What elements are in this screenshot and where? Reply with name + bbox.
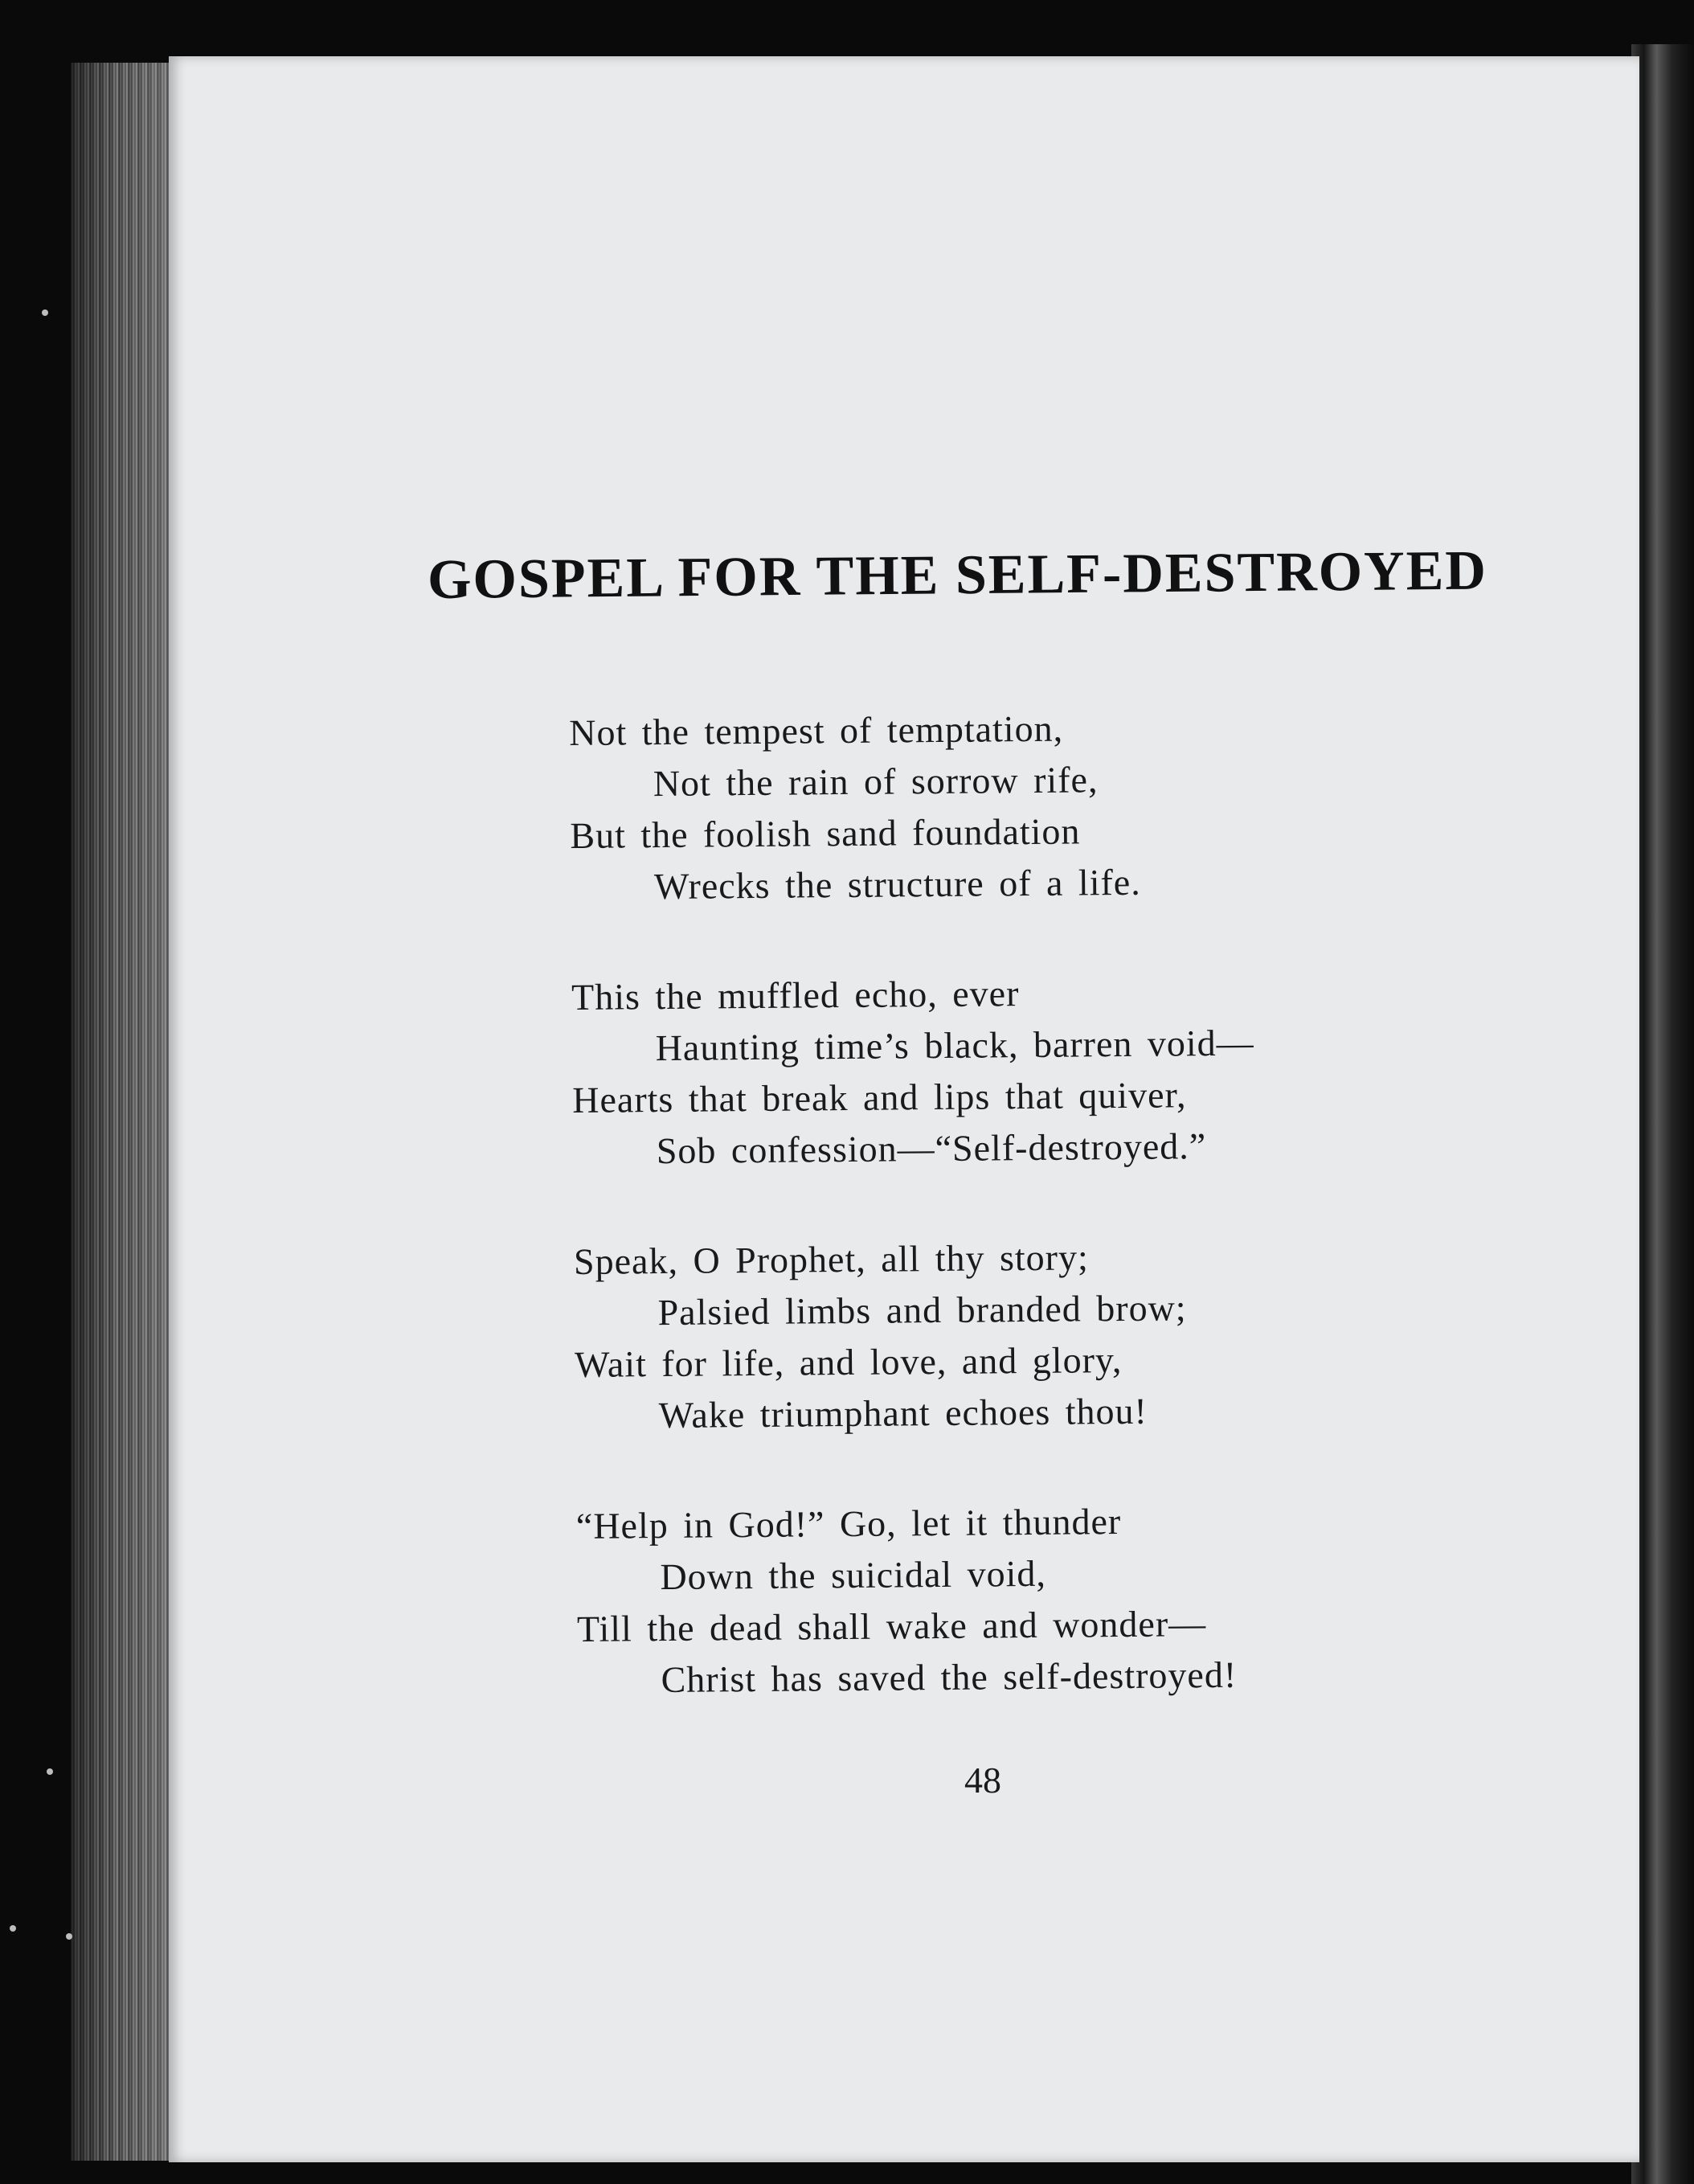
scan-speck — [47, 1768, 53, 1775]
poem-line: “Help in God!” Go, let it thunder — [575, 1501, 1122, 1547]
poem-line: Speak, O Prophet, all thy story; — [573, 1236, 1089, 1282]
poem-line: Sob confession—“Self-destroyed.” — [656, 1125, 1207, 1172]
scan-speck — [10, 1925, 16, 1932]
page-right-edge — [1631, 44, 1694, 2184]
book-gutter-edge — [71, 63, 183, 2161]
poem-line: Not the rain of sorrow rife, — [653, 759, 1099, 805]
scan-speck — [42, 309, 48, 316]
poem-title: GOSPEL FOR THE SELF-DESTROYED — [427, 539, 1488, 611]
stanza — [576, 1493, 1462, 1707]
poem-line: Palsied limbs and branded brow; — [657, 1287, 1187, 1334]
page-number: 48 — [964, 1760, 1001, 1801]
scan-speck — [66, 1933, 72, 1940]
poem-line: Wrecks the structure of a life. — [653, 861, 1141, 908]
poem-line: Not the tempest of temptation, — [569, 707, 1064, 753]
stanza — [571, 964, 1457, 1178]
poem-line: Christ has saved the self-destroyed! — [661, 1653, 1238, 1701]
poem-line: Haunting time’s black, barren void— — [655, 1022, 1254, 1069]
poem-body — [569, 699, 1462, 1765]
poem-line: This the muffled echo, ever — [571, 973, 1020, 1018]
poem-line: Till the dead shall wake and wonder— — [576, 1603, 1207, 1649]
poem-line: Wait for life, and love, and glory, — [574, 1339, 1123, 1385]
stanza — [574, 1228, 1459, 1442]
poem-line: Wake triumphant echoes thou! — [658, 1390, 1148, 1436]
poem-line: But the foolish sand foundation — [570, 810, 1081, 856]
poem-line: Down the suicidal void, — [660, 1552, 1047, 1598]
poem-line: Hearts that break and lips that quiver, — [572, 1074, 1187, 1121]
stanza — [569, 699, 1455, 913]
